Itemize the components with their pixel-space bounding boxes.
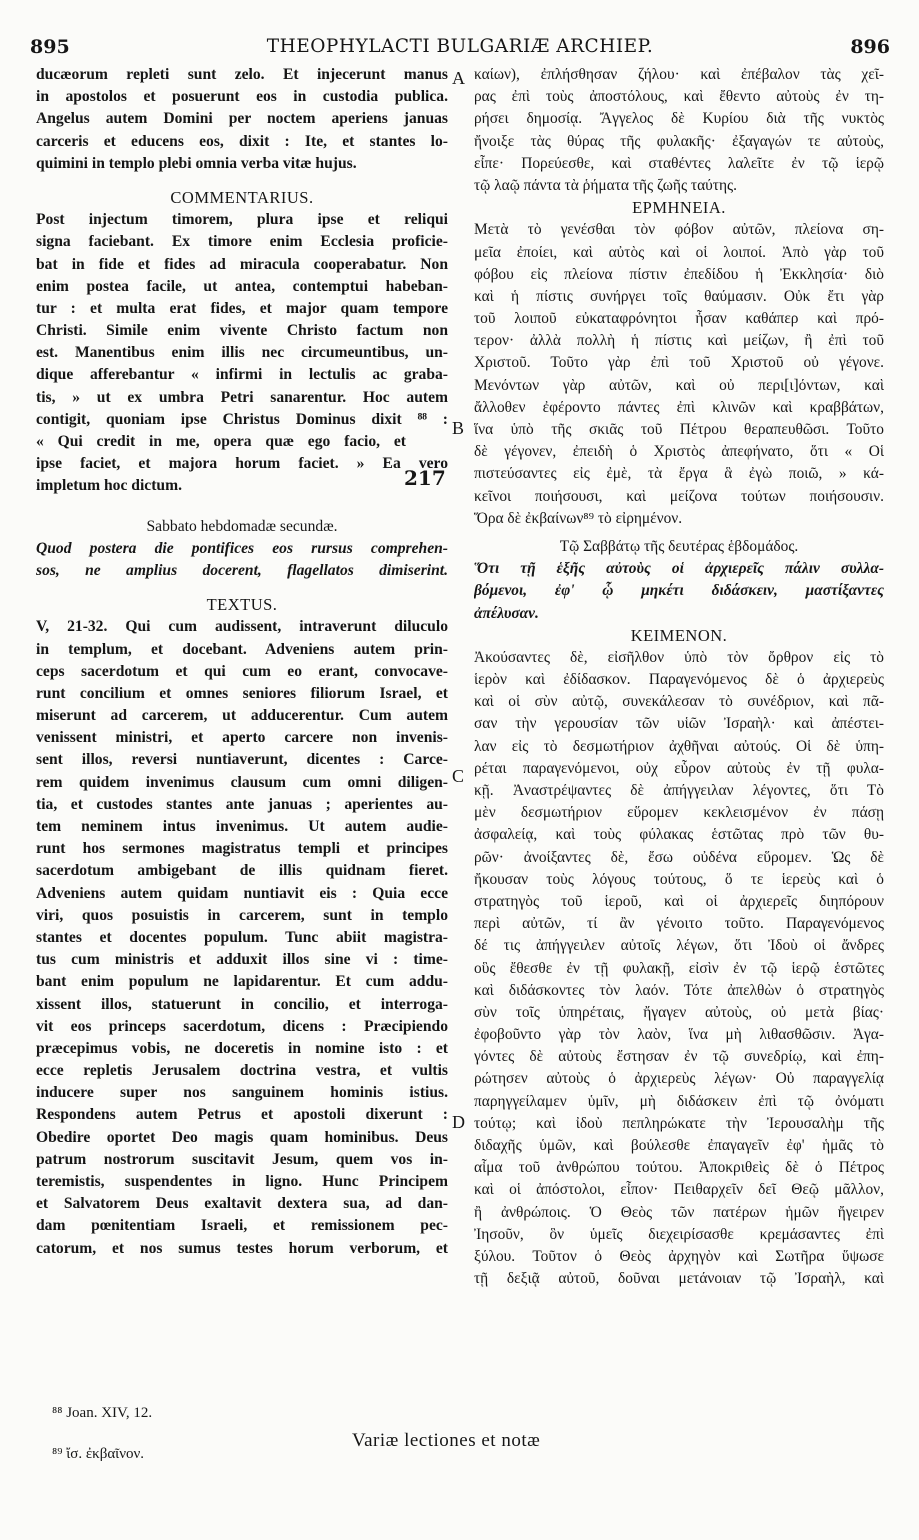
latin-intro (36, 64, 448, 175)
text-line: rem quidem invenimus clausum cum omni diligen- (36, 773, 448, 791)
footnote: ⁸⁹ ἴσ. ἐκβαῖνον. (52, 1446, 145, 1462)
text-line: ipse faciet, et majora horum faciet. » Ea vero (36, 455, 448, 473)
text-line: Ἰησοῦν, ὃν ὑμεῖς διεχειρίσασθε κρεμάσαντες ἐπὶ (474, 1225, 884, 1243)
sabbato-heading-greek: Τῷ Σαββάτῳ τῆς δευτέρας ἑβδομάδος. (559, 537, 799, 555)
text-line: εἶπε· Πορεύεσθε, καὶ σταθέντες λαλεῖτε ἐν τῷ ἱερῷ (474, 154, 884, 172)
text-line: stantes et docentes populum. Tunc abiit magistra- (36, 928, 448, 946)
text-line: τούτῳ; καὶ ἰδοὺ πεπληρώκατε τὴν Ἰερουσαλὴμ τῆς (474, 1114, 884, 1132)
text-line: στρατηγὸς τοῦ ἱεροῦ, καὶ οἱ ἀρχιερεῖς διηπόρουν (474, 892, 884, 910)
text-line: ἤκουσαν τοὺς λόγους τούτους, ὅ τε ἱερεὺς καὶ ὁ (474, 870, 884, 888)
text-line: ἢ ἀνθρώποις. Ὁ Θεὸς τῶν πατέρων ἡμῶν ἤγειρεν (474, 1203, 884, 1221)
text-line: tus cum ministris et adduxit illos sine vi : time- (36, 951, 448, 969)
text-line: ἐφοβοῦντο γὰρ τὸν λαὸν, ἵνα μὴ λιθασθῶσιν. Ἀγα- (474, 1026, 884, 1044)
text-line: tem neminem intus invenimus. Ut autem audie- (36, 818, 448, 835)
sabbato-summary-line: Ὅτι τῇ ἑξῆς αὐτοὺς οἱ ἀρχιερεῖς πάλιν συλλα- (474, 560, 884, 578)
text-line: dam pœnitentiam Israeli, et remissionem pec- (36, 1217, 448, 1235)
variae-lectiones-heading: Variæ lectiones et notæ (352, 1430, 541, 1451)
text-line: Μετὰ τὸ γενέσθαι τὸν φόβον αὐτῶν, πλείονα ση- (474, 221, 884, 239)
text-line: ἱερὸν καὶ ἐδίδασκον. Παραγενόμενος δὲ ὁ ἀρχιερεὺς (474, 671, 884, 689)
text-line: venissent ministri, et aperto carcere non invenis- (36, 729, 448, 747)
text-line: tis, » ut ex umbra Petri sanarentur. Hoc autem (36, 388, 448, 406)
text-line: ἄλλοθεν ἐφέροντο πάντες ἐπὶ κλινῶν καὶ κραββάτων, (474, 398, 884, 416)
footnotes (52, 1405, 152, 1487)
text-line: Respondens autem Petrus et apostoli dixerunt : (36, 1106, 448, 1124)
text-line: Post injectum timorem, plura ipse et reliqui (36, 211, 448, 229)
sabbato-summary-line: sos, ne amplius docerent, flagellatos dimiserint. (36, 561, 448, 579)
text-line: dique afferebantur « infirmi in lectulis ac graba- (36, 366, 448, 384)
text-line: Ἀκούσαντες δὲ, εἰσῆλθον ὑπὸ τὸν ὄρθρον εἰς τὸ (474, 648, 884, 666)
text-line: Christi. Simile enim vivente Christo factum non (36, 322, 448, 340)
text-line: runt concilium et omnes seniores filiorum Israel, et (36, 684, 448, 702)
footnote: ⁸⁸ Joan. XIV, 12. (52, 1405, 153, 1421)
text-line: Μενόντων γὰρ αὐτῶν, καὶ οὐ περι[ι]όντων, καὶ (474, 376, 884, 394)
text-line: in templum, et docebant. Adveniens autem prin- (36, 640, 448, 658)
text-line: sacerdotum ambigebant de illis quidnam fieret. (36, 862, 448, 880)
text-line: carceris et educens eos, dixit : Ite, et stantes lo- (36, 132, 448, 150)
text-line: ξύλου. Τοῦτον ὁ Θεὸς ἀρχηγὸν καὶ Σωτῆρα ὕψωσε (474, 1247, 884, 1265)
text-line: ἵνα ὑπὸ τῆς σκιᾶς τοῦ Πέτρου θεραπευθῶσι. Τοῦτο (474, 421, 884, 438)
text-line: tur : et multa erat fides, et major quam tempore (36, 299, 448, 317)
text-line: ἀσφαλείᾳ, καὶ τοὺς φύλακας ἑστῶτας πρὸ τῶν θυ- (474, 826, 884, 844)
keimenon-heading: ΚΕΙΜΕΝΟΝ. (630, 625, 728, 645)
text-line: οὓς ἔθεσθε ἐν τῇ φυλακῇ, εἰσὶν ἐν τῷ ἱερῷ ἑστῶτες (474, 959, 884, 977)
text-line: καὶ ἡ πίστις συνήργει τοῖς θαύμασιν. Οὐκ ἔτι γὰρ (474, 287, 884, 305)
text-line: καίων), ἐπλήσθησαν ζήλου· καὶ ἐπέβαλον τὰς χεῖ- (474, 66, 884, 83)
commentarius-body (36, 209, 448, 497)
textus-heading: TEXTUS. (206, 595, 278, 615)
text-line: κῇ. Ἀναστρέψαντες δὲ ἀπήγγειλαν λέγοντες, ὅτι Τὸ (474, 782, 884, 799)
text-line: xissent illos, statuerunt in concilio, et interroga- (36, 995, 448, 1013)
page-number-left: 895 (30, 36, 70, 58)
page-header (30, 36, 890, 60)
text-line: δὲ γέγονεν, ἐπειδὴ ὁ Χριστὸς ἀπεφήνατο, ὅτι « Οἱ (474, 443, 884, 461)
text-line: τῷ λαῷ πάντα τὰ ῥήματα τῆς ζωῆς ταύτης. (474, 176, 737, 194)
text-line: quimini in templo plebi omnia verba vitæ hujus. (36, 154, 357, 172)
sabbato-heading: Sabbato hebdomadæ secundæ. (146, 517, 338, 535)
greek-intro (474, 64, 884, 197)
greek-column (474, 64, 884, 1290)
text-line: σὺν τοῖς ὑπηρέταις, ἤγαγεν αὐτοὺς, οὐ μετὰ βίας· (474, 1003, 884, 1021)
margin-letter-b: B (452, 418, 465, 438)
text-line: ρῶν· ἀνοίξαντες δὲ, ἔσω οὐδένα εὕρομεν. Ὡς δὲ (474, 848, 884, 866)
ermeneia-heading: ΕΡΜΗΝΕΙΑ. (632, 198, 726, 218)
text-line: λαν εἰς τὸ δεσμωτήριον ἀχθῆναι αὐτούς. Οἱ δὲ ὑπη- (474, 737, 884, 755)
text-line: ἤνοιξε τὰς θύρας τῆς φυλακῆς· ἐξαγαγών τε αὐτοὺς, (474, 132, 884, 150)
text-line: παρηγγείλαμεν ὑμῖν, μὴ διδάσκειν ἐπὶ τῷ ὀνόματι (474, 1092, 884, 1110)
text-line: sent illos, reversi nuntiaverunt, dicentes : Carce- (36, 751, 448, 769)
text-line: bant enim populum ne lapidarentur. Et cum addu- (36, 973, 448, 991)
text-line: impletum hoc dictum. (36, 477, 182, 495)
text-line: περὶ αὐτῶν, τί ἂν γένοιτο τοῦτο. Παραγενόμενος (474, 915, 884, 933)
marginal-number: 217 (404, 466, 446, 490)
text-line: contigit, quoniam ipse Christus Dominus dixit ⁸⁸ : (36, 410, 448, 428)
text-line: κεῖνοι ποιήσουσι, καὶ μείζονα τούτων ποιήσουσιν. (474, 487, 884, 505)
text-line: est. Manentibus enim illis nec circumeuntibus, un- (36, 344, 448, 362)
text-line: « Qui credit in me, opera quæ ego facio, et (36, 433, 406, 450)
text-line: ρέται παραγενόμενοι, οὐχ εὗρον αὐτοὺς ἐν τῇ φυλα- (474, 759, 884, 777)
sabbato-summary-line: βόμενοι, ἐφ' ᾧ μηκέτι διδάσκειν, μαστίξαντες (474, 582, 884, 600)
text-line: ducæorum repleti sunt zelo. Et injecerunt manus (36, 66, 448, 83)
text-line: Obedire oportet Deo magis quam hominibus. Deus (36, 1128, 448, 1146)
text-line: αἷμα τοῦ ἀνθρώπου τούτου. Ἀποκριθεὶς δὲ ὁ Πέτρος (474, 1159, 884, 1177)
text-line: in apostolos et posuerunt eos in custodia publica. (36, 88, 448, 106)
text-line: miserunt ad carcerem, ut adducerentur. Cum autem (36, 707, 448, 725)
text-line: τοῦ λοιποῦ εὐκαταφρόνητοι ἦσαν καθάπερ καὶ πρό- (474, 310, 884, 328)
text-line: ρήσει δημοσίᾳ. Ἄγγελος δὲ Κυρίου διὰ τῆς νυκτὸς (474, 110, 884, 128)
text-line: Χριστοῦ. Τοῦτο γὰρ ἐπὶ τοῦ Χριστοῦ οὐ γέγονε. (474, 354, 884, 372)
text-line: ecce repletis Jerusalem doctrina vestra, et vultis (36, 1062, 448, 1080)
text-line: καὶ οἱ σὺν αὐτῷ, συνεκάλεσαν τὸ συνέδριον, καὶ πᾶ- (474, 693, 884, 711)
text-line: tia, et custodes stantes ante januas ; aperientes au- (36, 795, 448, 813)
ermeneia-body (474, 219, 884, 530)
text-line: Adveniens autem quidam nuntiavit eis : Quia ecce (36, 884, 448, 902)
margin-letter-c: C (452, 766, 465, 786)
text-line: δέ τις ἀπήγγειλεν αὐτοῖς λέγων, ὅτι Ἰδοὺ οἱ ἄνδρες (474, 937, 884, 955)
text-line: καὶ οἱ ἀπόστολοι, εἶπον· Πειθαρχεῖν δεῖ Θεῷ μᾶλλον, (474, 1181, 884, 1199)
text-line: enim postea facile, ut antea, contemptui habeban- (36, 277, 448, 295)
text-line: inducere super nos sanguinem hominis istius. (36, 1084, 448, 1102)
text-line: viri, quos posuistis in carcerem, sunt in templo (36, 906, 448, 924)
latin-column (36, 64, 448, 1260)
text-line: τερον· ἀλλὰ πολλὴ ἡ πίστις καὶ μείζων, ἢ ἐπὶ τοῦ (474, 332, 884, 350)
textus-body (36, 616, 448, 1259)
text-line: μὲν δεσμωτήριον εὕρομεν κεκλεισμένον ἐν πάσῃ (474, 804, 884, 822)
text-line: V, 21-32. Qui cum audissent, intraverunt diluculo (36, 618, 448, 636)
text-line: σαν τὴν γερουσίαν τῶν υἱῶν Ἰσραὴλ· καὶ ἀπέστει- (474, 715, 884, 733)
text-line: præcepimus vobis, ne doceretis in nomine isto : et (36, 1039, 448, 1057)
page-number-right: 896 (850, 36, 890, 58)
text-line: Angelus autem Domini per noctem aperiens januas (36, 110, 448, 128)
sabbato-summary-line: ἀπέλυσαν. (474, 604, 539, 622)
margin-letter-a: A (452, 68, 465, 88)
text-line: signa faciebant. Ex timore enim Ecclesia proficie- (36, 233, 448, 251)
commentarius-heading: COMMENTARIUS. (170, 187, 314, 207)
text-line: μεῖα ἐποίει, καὶ αὐτὸς καὶ οἱ λοιποί. Ἀπὸ γὰρ τοῦ (474, 243, 884, 261)
margin-letter-d: D (452, 1112, 465, 1132)
text-line: catorum, et nos sumus testes horum verborum, et (36, 1239, 448, 1257)
running-title: THEOPHYLACTI BULGARIÆ ARCHIEP. (266, 36, 654, 57)
keimenon-body (474, 647, 884, 1290)
text-line: ceps sacerdotum et qui cum eo erant, convocave- (36, 662, 448, 680)
sabbato-summary-line: Quod postera die pontifices eos rursus comprehen- (36, 539, 448, 557)
text-line: teremistis, suspendentes in ligno. Hunc Principem (36, 1173, 448, 1190)
text-line: διδαχῆς ὑμῶν, καὶ βούλεσθε ἐπαγαγεῖν ἐφ' ἡμᾶς τὸ (474, 1137, 884, 1154)
text-line: φόβου εἰς πλείονα πίστιν ἐπεδίδου ἡ Ἐκκλησία· διὸ (474, 265, 884, 283)
text-line: et Salvatorem Deus exaltavit dextera sua, ad dan- (36, 1195, 448, 1213)
text-line: bat in fide et fides ad miracula cooperabatur. Non (36, 255, 448, 273)
text-line: runt hos sermones magistratus templi et principes (36, 840, 448, 858)
text-line: Ὅρα δὲ ἐκβαίνων⁸⁹ τὸ εἰρημένον. (474, 509, 683, 527)
text-line: patrum nostrorum suscitavit Jesum, quem vos in- (36, 1150, 448, 1168)
text-line: καὶ διδάσκοντες τὸν λαόν. Τότε ἀπελθὼν ὁ στρατηγὸς (474, 981, 884, 999)
text-line: vit eos princeps sacerdotum, dicens : Præcipiendo (36, 1017, 448, 1035)
text-line: τῇ δεξιᾷ αὐτοῦ, δοῦναι μετάνοιαν τῷ Ἰσραὴλ, καὶ (474, 1270, 884, 1288)
text-line: ρας ἐπὶ τοὺς ἀποστόλους, καὶ ἔθεντο αὐτοὺς ἐν τη- (474, 88, 884, 106)
text-line: ρώτησεν αὐτοὺς ὁ ἀρχιερεὺς λέγων· Οὐ παραγγελίᾳ (474, 1070, 884, 1088)
text-line: πιστεύσαντες εἰς ἐμὲ, τὰ ἔργα ἃ ἐγὼ ποιῶ, » κά- (474, 465, 884, 483)
text-line: γόντες δὲ αὐτοὺς ἔστησαν ἐν τῷ συνεδρίῳ, καὶ ἐπη- (474, 1048, 884, 1066)
